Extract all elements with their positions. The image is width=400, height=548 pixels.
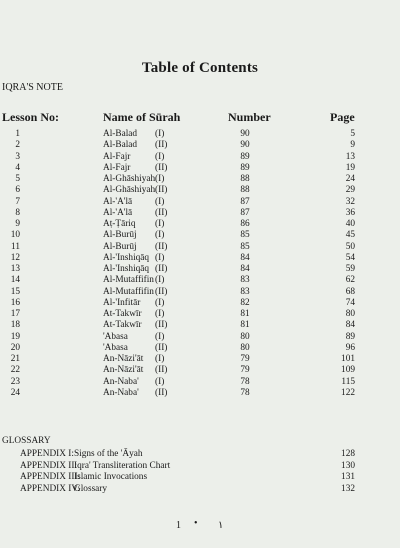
lesson-number: 10 <box>10 230 20 241</box>
surah-number: 89 <box>240 162 250 173</box>
page-number-cell: 29 <box>345 185 355 196</box>
lesson-number: 14 <box>10 275 20 286</box>
lesson-number: 21 <box>10 354 20 364</box>
table-row <box>0 388 400 399</box>
surah-name: 'Abasa <box>103 342 128 353</box>
lesson-number: 8 <box>15 207 20 218</box>
surah-name: Al-'A'lā <box>103 207 133 218</box>
surah-name: Al-Mutaffifin <box>103 275 154 286</box>
page-number-cell: 96 <box>345 342 355 353</box>
table-row <box>0 377 400 388</box>
table-row <box>0 332 400 343</box>
surah-name: 'Abasa <box>103 331 128 342</box>
surah-name: Al-Fajr <box>103 162 131 173</box>
surah-number: 85 <box>240 230 250 241</box>
surah-number: 78 <box>240 376 250 387</box>
table-row <box>0 197 400 208</box>
surah-number: 88 <box>240 174 250 184</box>
surah-number: 82 <box>240 297 250 308</box>
page-number-cell: 40 <box>345 219 355 229</box>
table-row <box>0 365 400 376</box>
page-number-cell: 5 <box>350 129 355 139</box>
lesson-number: 5 <box>15 174 20 184</box>
appendix-row <box>0 472 400 484</box>
page-number-cell: 24 <box>345 174 355 184</box>
surah-number: 87 <box>240 207 250 218</box>
table-row <box>0 343 400 354</box>
table-row <box>0 354 400 365</box>
table-row <box>0 253 400 264</box>
surah-name: Al-Burūj <box>103 230 137 241</box>
lesson-number: 24 <box>10 387 20 398</box>
lesson-number: 22 <box>10 365 20 376</box>
page-number-cell: 13 <box>345 151 355 162</box>
table-row <box>0 242 400 253</box>
part-label: (I) <box>155 129 165 139</box>
surah-name: Aṭ-Ṭāriq <box>103 219 136 229</box>
lesson-number: 6 <box>15 185 20 196</box>
page-number-cell: 115 <box>341 376 355 387</box>
lesson-number: 11 <box>11 241 20 252</box>
lesson-number: 19 <box>10 331 20 342</box>
surah-name: An-Naba' <box>103 376 139 387</box>
table-row <box>0 208 400 219</box>
surah-name: Al-'Inshiqāq <box>103 252 150 263</box>
surah-number: 87 <box>240 196 250 207</box>
appendix-row <box>0 484 400 496</box>
surah-number: 81 <box>240 309 250 319</box>
lesson-number: 18 <box>10 320 20 331</box>
lesson-number: 16 <box>10 297 20 308</box>
table-row <box>0 152 400 163</box>
page-number-cell: 89 <box>345 331 355 342</box>
table-row <box>0 309 400 320</box>
page-number-cell: 32 <box>345 196 355 207</box>
page-number-cell: 101 <box>341 354 355 364</box>
surah-name: Al-Fajr <box>103 151 131 162</box>
appendix-label: APPENDIX III: <box>20 472 81 482</box>
table-row <box>0 230 400 241</box>
part-label: (I) <box>155 331 165 342</box>
surah-number: 84 <box>240 264 250 274</box>
part-label: (II) <box>155 286 168 297</box>
lesson-number: 20 <box>10 342 20 353</box>
surah-number: 89 <box>240 151 250 162</box>
surah-number: 79 <box>240 354 250 364</box>
part-label: (II) <box>155 264 168 274</box>
part-label: (I) <box>155 174 165 184</box>
surah-number: 78 <box>240 387 250 398</box>
page-number-cell: 9 <box>350 140 355 151</box>
part-label: (I) <box>155 376 165 387</box>
part-label: (I) <box>155 275 165 286</box>
page-number-cell: 45 <box>345 230 355 241</box>
appendix-row <box>0 449 400 461</box>
part-label: (II) <box>155 140 168 151</box>
lesson-number: 2 <box>15 140 20 151</box>
page-number-cell: 122 <box>341 387 355 398</box>
page-number-cell: 36 <box>345 207 355 218</box>
table-row <box>0 174 400 185</box>
surah-number: 84 <box>240 252 250 263</box>
part-label: (I) <box>155 354 165 364</box>
surah-number: 90 <box>240 140 250 151</box>
page-number-cell: 19 <box>345 162 355 173</box>
part-label: (II) <box>155 342 168 353</box>
appendix-row <box>0 461 400 473</box>
part-label: (II) <box>155 241 168 252</box>
table-row <box>0 320 400 331</box>
part-label: (I) <box>155 297 165 308</box>
lesson-number: 12 <box>10 252 20 263</box>
glossary-heading: GLOSSARY <box>2 436 51 446</box>
footer-dot: • <box>194 518 198 529</box>
lesson-number: 15 <box>10 286 20 297</box>
table-row <box>0 219 400 230</box>
page-title: Table of Contents <box>141 60 259 76</box>
page-number-cell: 62 <box>345 275 355 286</box>
surah-name: Al-Balad <box>103 140 138 151</box>
appendix-label: APPENDIX I: <box>20 449 74 459</box>
part-label: (I) <box>155 196 165 207</box>
appendix-page: 128 <box>341 449 355 459</box>
surah-number: 83 <box>240 286 250 297</box>
surah-name: Al-Mutaffifin <box>103 286 154 297</box>
surah-name: Al-Balad <box>103 129 138 139</box>
surah-name: Al-'Infitār <box>103 297 141 308</box>
page-number-cell: 59 <box>345 264 355 274</box>
surah-number: 80 <box>240 331 250 342</box>
appendix-page: 131 <box>341 472 355 482</box>
page-number-cell: 50 <box>345 241 355 252</box>
part-label: (II) <box>155 207 168 218</box>
iqras-note-heading: IQRA'S NOTE <box>2 82 63 93</box>
surah-number: 79 <box>240 365 250 376</box>
surah-name: Al-'A'lā <box>103 196 133 207</box>
lesson-number: 23 <box>10 376 20 387</box>
toc-table <box>0 129 400 399</box>
page-number-cell: 68 <box>345 286 355 297</box>
surah-name: Al-Burūj <box>103 241 137 252</box>
appendix-title: Iqra' Transliteration Chart <box>74 460 171 471</box>
surah-name: At-Takwīr <box>103 320 142 331</box>
surah-number: 88 <box>240 185 250 196</box>
page-number-cell: 54 <box>345 252 355 263</box>
page-number: 1 <box>176 520 181 531</box>
lesson-number: 3 <box>15 151 20 162</box>
appendix-page: 132 <box>341 483 355 494</box>
lesson-number: 13 <box>10 264 20 274</box>
surah-name: An-Naba' <box>103 387 139 398</box>
lesson-number: 7 <box>15 196 20 207</box>
column-header-name: Name of Sūrah <box>103 110 181 124</box>
appendix-label: APPENDIX II: <box>20 460 78 471</box>
surah-name: Al-Ghāshiyah <box>103 185 156 196</box>
arabic-page-number: ١ <box>218 520 224 531</box>
part-label: (I) <box>155 219 165 229</box>
part-label: (II) <box>155 162 168 173</box>
table-row <box>0 298 400 309</box>
table-row <box>0 185 400 196</box>
table-row <box>0 129 400 140</box>
table-row <box>0 264 400 275</box>
page-number-cell: 80 <box>345 309 355 319</box>
lesson-number: 9 <box>15 219 20 229</box>
table-row <box>0 287 400 298</box>
appendix-label: APPENDIX IV: <box>20 483 80 494</box>
table-row <box>0 275 400 286</box>
surah-number: 80 <box>240 342 250 353</box>
part-label: (II) <box>155 387 168 398</box>
part-label: (I) <box>155 151 165 162</box>
lesson-number: 4 <box>15 162 20 173</box>
column-header-page: Page <box>330 110 355 124</box>
column-header-lesson: Lesson No: <box>2 110 60 124</box>
appendix-title: Signs of the 'Āyah <box>74 449 143 459</box>
part-label: (II) <box>155 320 168 331</box>
surah-name: Al-Ghāshiyah <box>103 174 156 184</box>
appendix-title: Islamic Invocations <box>74 472 148 482</box>
part-label: (I) <box>155 309 165 319</box>
page-number-cell: 74 <box>345 297 355 308</box>
appendix-page: 130 <box>341 460 355 471</box>
part-label: (II) <box>155 185 168 196</box>
surah-name: At-Takwīr <box>103 309 142 319</box>
part-label: (I) <box>155 230 165 241</box>
lesson-number: 17 <box>10 309 20 319</box>
surah-number: 90 <box>240 129 250 139</box>
page-number-cell: 109 <box>341 365 355 376</box>
lesson-number: 1 <box>15 129 20 139</box>
part-label: (II) <box>155 365 168 376</box>
page-number-cell: 84 <box>345 320 355 331</box>
table-row <box>0 163 400 174</box>
table-row <box>0 140 400 151</box>
appendix-title: Glossary <box>74 483 108 494</box>
surah-name: An-Nāzi'āt <box>103 354 144 364</box>
part-label: (I) <box>155 252 165 263</box>
surah-number: 86 <box>240 219 250 229</box>
surah-name: An-Nāzi'āt <box>103 365 144 376</box>
surah-number: 85 <box>240 241 250 252</box>
appendix-list <box>0 449 400 495</box>
surah-number: 83 <box>240 275 250 286</box>
surah-name: Al-'Inshiqāq <box>103 264 150 274</box>
surah-number: 81 <box>240 320 250 331</box>
column-header-number: Number <box>228 110 271 124</box>
